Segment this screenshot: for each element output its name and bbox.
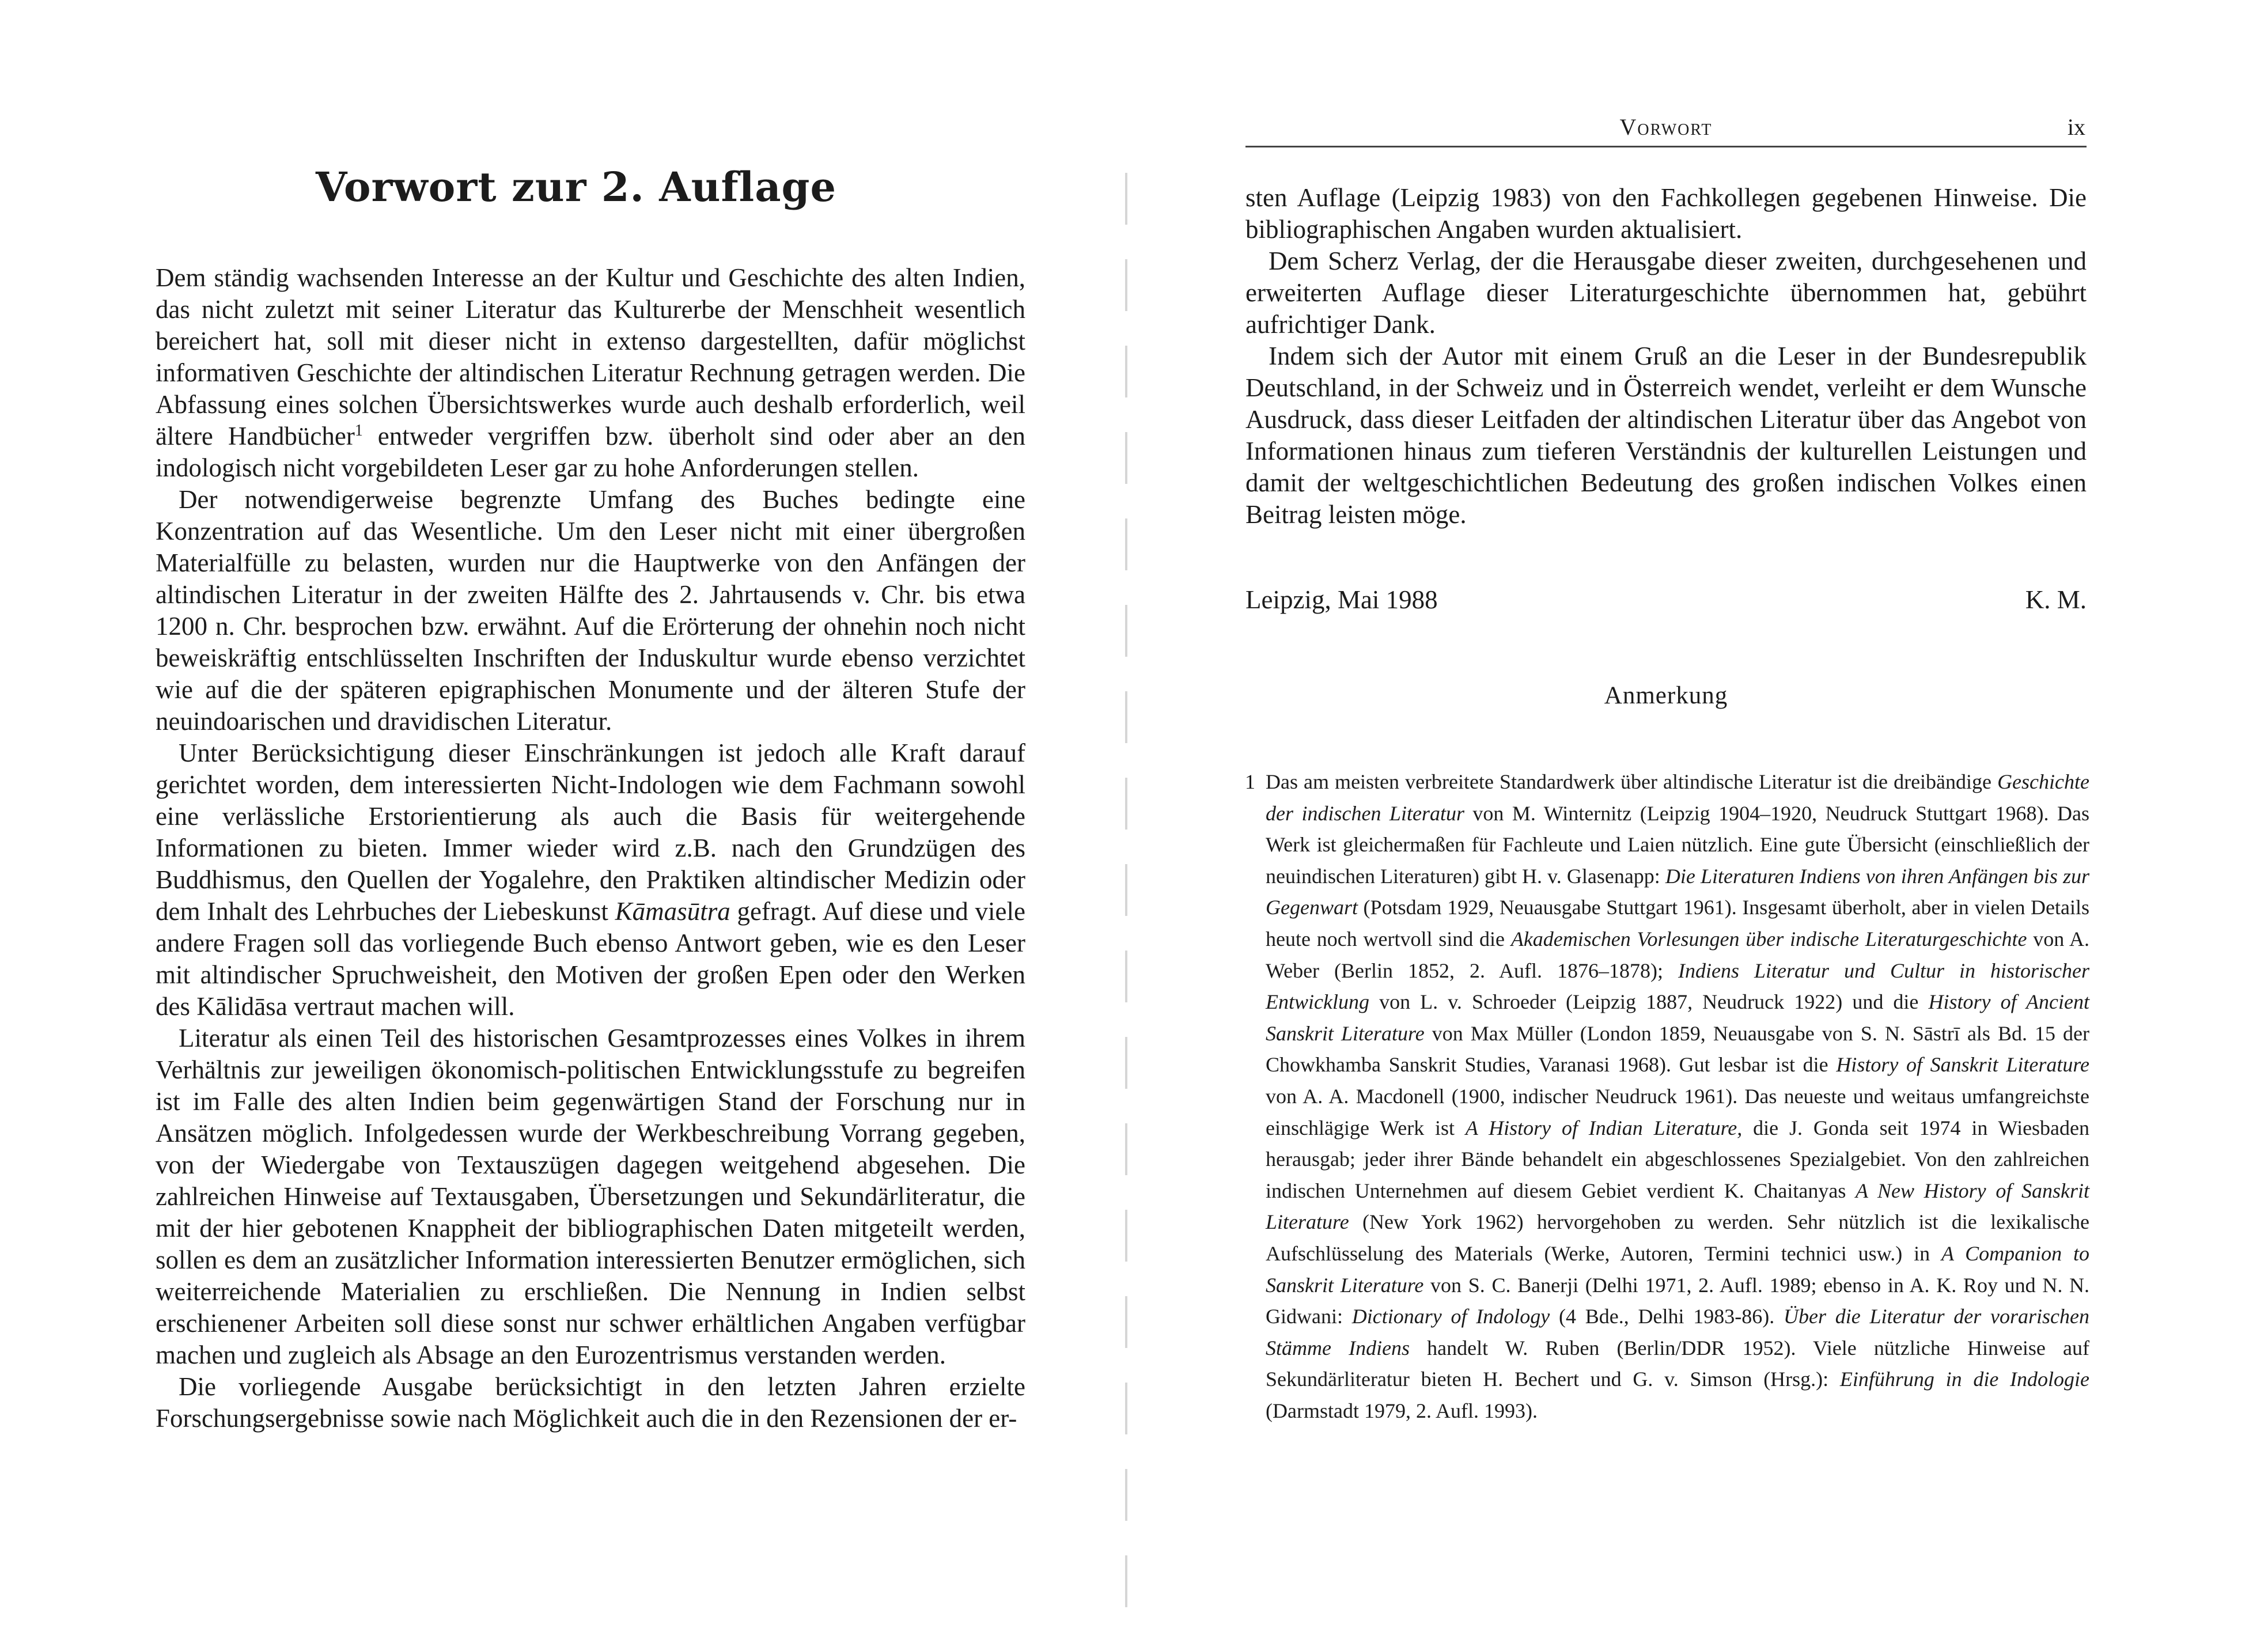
- footnote-title-italic: Dictionary of Indology: [1351, 1305, 1550, 1328]
- footnote-reference[interactable]: 1: [354, 422, 363, 440]
- paragraph-text: entweder vergriffen bzw. überholt sind oder aber an den indologisch nicht vorgebildeten Leser gar zu hohe Anforderungen stellen.: [156, 422, 1025, 482]
- paragraph: [156, 262, 1025, 484]
- paragraph: Dem Scherz Verlag, der die Herausgabe dieser zweiten, durchgesehenen und erweiterten Auflage dieser Literaturgeschichte übernommen hat, gebührt aufrichtiger Dank.: [1245, 247, 2087, 339]
- paragraph: Literatur als einen Teil des historischen Gesamtprozesses eines Volkes in ihrem Verhältnis zur jeweiligen ökonomisch-politischen Entwicklungsstufe zu begreifen ist im Falle des alten Indien beim gegenwärtigen Stand der Forschung nur in Ansätzen möglich. Infolgedessen wurde der Werkbeschreibung Vorrang gegeben, von der Wiedergabe von Textauszügen dagegen weitgehend abgesehen. Die zahlreichen Hinweise auf Textausgaben, Übersetzungen und Sekundärliteratur, die mit der hier gebotenen Knappheit der bibliographischen Daten mitgeteilt werden, sollen es dem an zusätzlicher Information interessierten Benutzer ermöglichen, sich weiterreichende Materialien zu erschließen. Die Nennung in Indien selbst erschienener Arbeiten soll diese sonst nur schwer erhältlichen Angaben verfügbar machen und zugleich als Absage an den Eurozentrismus verstanden werden.: [156, 1024, 1025, 1369]
- footnote-text-run: (4 Bde., Delhi 1983-86).: [1550, 1305, 1784, 1328]
- footnote-title-italic: Die Literaturen Indiens von ihren Anfängen bis zur Gegenwart: [1266, 864, 2089, 919]
- footnote-text-run: die J. Gonda seit 1974 in Wiesbaden herausgab; jeder ihrer Bände behandelt ein abgeschlossenes Spezialgebiet. Von den zahlreichen indischen Unternehmen auf diesem Gebiet verdient K. Chaitanyas: [1266, 1116, 2090, 1202]
- preface-continuation: [1245, 182, 2087, 531]
- paragraph: Die vorliegende Ausgabe berücksichtigt in den letzten Jahren erzielte Forschungsergebnisse sowie nach Möglichkeit auch die in den Rezensionen der er-: [156, 1372, 1025, 1433]
- footnote-title-italic: History of Sanskrit Literature: [1836, 1053, 2090, 1077]
- footnote-title-italic: Indiens Literatur und Cultur in historischer Entwicklung: [1266, 959, 2089, 1014]
- running-head-title: Vorwort: [1619, 114, 1713, 140]
- footnote-title-italic: A History of Indian Literature,: [1465, 1116, 1743, 1139]
- paragraph: sten Auflage (Leipzig 1983) von den Fachkollegen gegebenen Hinweise. Die bibliographischen Angaben wurden aktualisiert.: [1245, 183, 2087, 244]
- footnote-text-run: von S. C. Banerji (Delhi 1971, 2. Aufl. 1989; ebenso in A. K. Roy und N. N. Gidwani:: [1266, 1273, 2089, 1328]
- author-initials: K. M.: [2025, 585, 2087, 614]
- footnote-text-run: (Potsdam 1929, Neuausgabe Stuttgart 1961). Insgesamt überholt, aber in vielen Details heute noch wertvoll sind die: [1266, 896, 2089, 951]
- footnote-text-run: handelt W. Ruben (Berlin/DDR 1952). Viele nützliche Hinweise auf Sekundärliteratur bieten H. Bechert und G. v. Simson (Hrsg.):: [1266, 1336, 2089, 1391]
- footnote: [1245, 766, 2090, 1426]
- footnote-text-run: Das am meisten verbreitete Standardwerk über altindische Literatur ist die dreibändige: [1266, 770, 1998, 793]
- running-head: [1245, 111, 2087, 147]
- footnote-title-italic: A Companion to Sanskrit Literature: [1266, 1241, 2089, 1297]
- footnote-title-italic: A New History of Sanskrit Literature: [1266, 1179, 2089, 1234]
- footnote-text-run: (Darmstadt 1979, 2. Aufl. 1993).: [1266, 1399, 1538, 1422]
- footnote-text-run: (New York 1962) hervorgehoben zu werden. Sehr nützlich ist die lexikalische Aufschlüsselung des Materials (Werke, Autoren, Termini technici usw.) in: [1266, 1210, 2089, 1265]
- footnote-title-italic: Einführung in die Indologie: [1839, 1368, 2089, 1391]
- page-number: ix: [2067, 114, 2085, 140]
- paragraph-text: gefragt. Auf diese und viele andere Fragen soll das vorliegende Buch ebenso Antwort geben, wie es den Leser mit altindischer Spruchweisheit, den Motiven der großen Epen oder den Werken des Kālidāsa vertraut machen will.: [156, 897, 1025, 1021]
- footnote-title-italic: History of Ancient Sanskrit Literature: [1266, 990, 2089, 1045]
- footnote-title-italic: Über die Literatur der vorarischen Stämme Indiens: [1266, 1305, 2090, 1360]
- place-date: Leipzig, Mai 1988: [1245, 585, 1438, 614]
- paragraph: [156, 737, 1025, 1023]
- footnote-title-italic: Akademischen Vorlesungen über indische Literaturgeschichte: [1510, 927, 2027, 951]
- book-gutter: [1125, 173, 1127, 1630]
- paragraph: Der notwendigerweise begrenzte Umfang des Buches bedingte eine Konzentration auf das Wesentliche. Um den Leser nicht mit einer übergroßen Materialfülle zu belasten, wurden nur die Hauptwerke von den Anfängen der altindischen Literatur in der zweiten Hälfte des 2. Jahrtausends v. Chr. bis etwa 1200 n. Chr. besprochen bzw. erwähnt. Auf die Erörterung der ohnehin noch nicht beweiskräftig entschlüsselten Inschriften der Induskultur wurde ebenso verzichtet wie auf die der späteren epigraphischen Monumente und der älteren Stufe der neuindoarischen und dravidischen Literatur.: [156, 485, 1025, 736]
- paragraph-text: Dem ständig wachsenden Interesse an der Kultur und Geschichte des alten Indien, das nicht zuletzt mit seiner Literatur das Kulturerbe der Menschheit wesentlich bereichert hat, soll mit dieser nicht in extenso dargestellten, dafür möglichst informativen Geschichte der altindischen Literatur Rechnung getragen werden. Die Abfassung eines solchen Übersichtswerkes wurde auch deshalb erforderlich, weil ältere Handbücher: [156, 263, 1025, 450]
- footnote-text-run: von Max Müller (London 1859, Neuausgabe von S. N. Sāstrī als Bd. 15 der Chowkhamba Sanskrit Studies, Varanasi 1968). Gut lesbar ist die: [1266, 1021, 2089, 1077]
- footnote-text-run: von M. Winternitz (Leipzig 1904–1920, Neudruck Stuttgart 1968). Das Werk ist gleichermaßen für Fachleute und Laien nützlich. Eine gute Übersicht (einschließlich der neuindischen Literaturen) gibt H. v. Glasenapp:: [1266, 801, 2090, 888]
- notes-heading: Anmerkung: [1604, 682, 1728, 709]
- chapter-title: Vorwort zur 2. Auflage: [315, 163, 837, 211]
- footnote-text-run: von A. Weber (Berlin 1852, 2. Aufl. 1876–1878);: [1266, 927, 2090, 982]
- italic-term: Kāmasūtra: [615, 897, 730, 926]
- footnote-text: [1266, 770, 2089, 1422]
- footnote-number: 1: [1245, 770, 1255, 793]
- paragraph-text: Unter Berücksichtigung dieser Einschränkungen ist jedoch alle Kraft darauf gerichtet worden, dem interessierten Nicht-Indologen wie dem Fachmann sowohl eine verlässliche Erstorientierung als auch die Basis für weitergehende Informationen zu bieten. Immer wieder wird z.B. nach den Grundzügen des Buddhismus, den Quellen der Yogalehre, den Praktiken altindischer Medizin oder dem Inhalt des Lehrbuches der Liebeskunst: [156, 739, 1025, 926]
- preface-body: [156, 262, 1025, 1434]
- signature-line: [1245, 585, 2087, 619]
- footnote-text-run: von A. A. Macdonell (1900, indischer Neudruck 1961). Das neueste und weitaus umfangreichste einschlägige Werk ist: [1266, 1084, 2089, 1139]
- footnote-title-italic: Geschichte der indischen Literatur: [1266, 770, 2089, 825]
- footnote-text-run: von L. v. Schroeder (Leipzig 1887, Neudruck 1922) und die: [1369, 990, 1929, 1014]
- paragraph: Indem sich der Autor mit einem Gruß an die Leser in der Bundesrepublik Deutschland, in der Schweiz und in Österreich wendet, verleiht er dem Wunsche Ausdruck, dass dieser Leitfaden der altindischen Literatur über das Angebot von Informationen hinaus zum tieferen Verständnis der kulturellen Leistungen und damit der weltgeschichtlichen Bedeutung des großen indischen Volkes einen Beitrag leisten möge.: [1245, 342, 2087, 529]
